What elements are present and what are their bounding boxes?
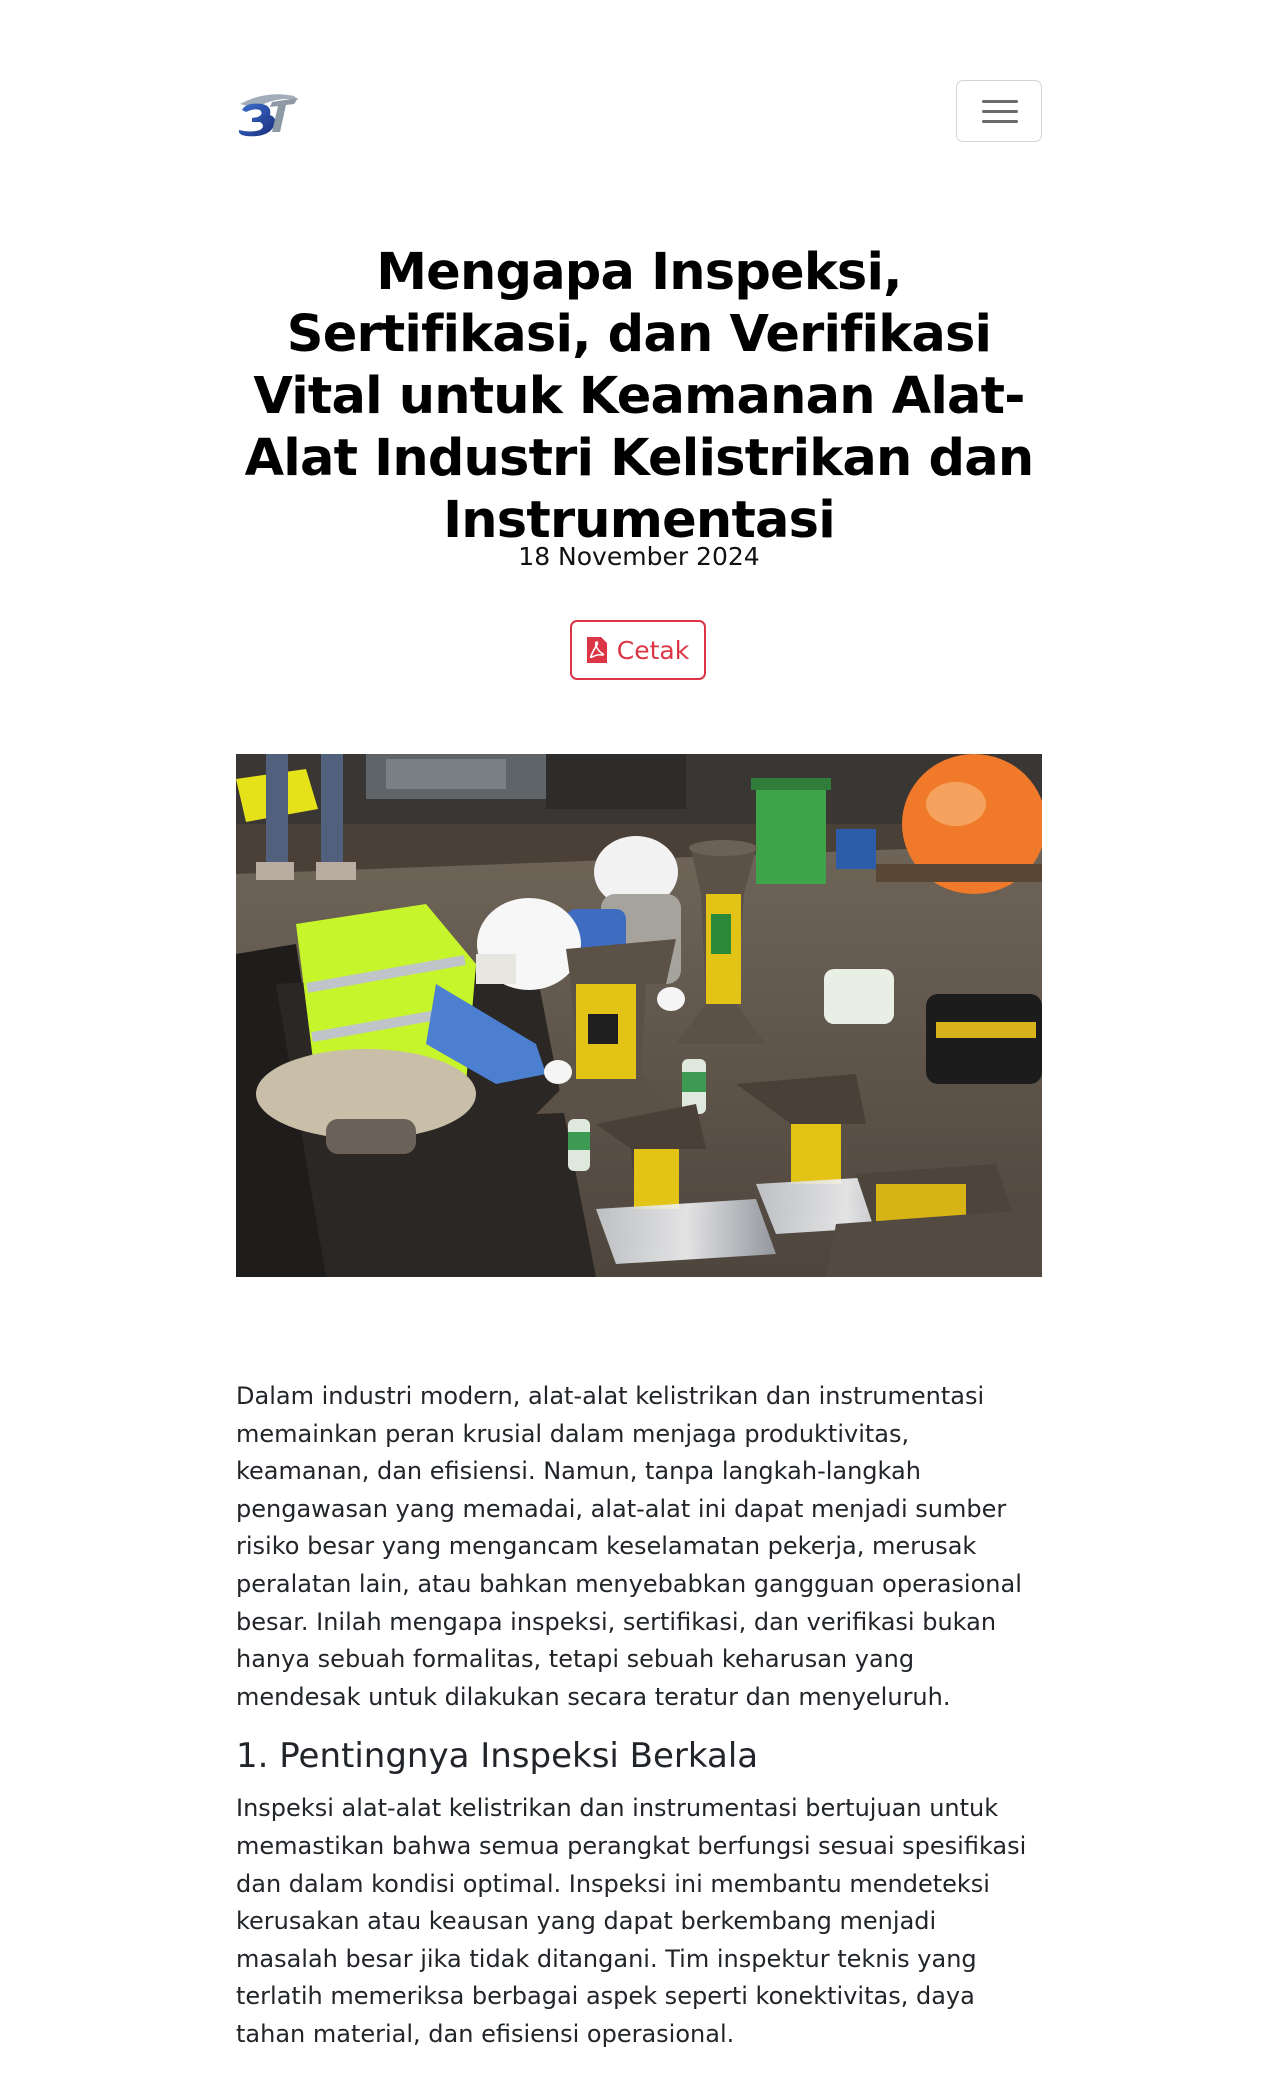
navbar-toggle-button[interactable] <box>956 80 1042 142</box>
pdf-icon <box>587 637 607 663</box>
section-heading: 1. Pentingnya Inspeksi Berkala <box>236 1736 759 1777</box>
bt-logo-icon <box>236 88 300 140</box>
article-intro: Dalam industri modern, alat-alat kelistrikan dan instrumentasi memainkan peran krusial dalam menjaga produktivitas, keamanan, dan efisiensi. Namun, tanpa langkah-langkah pengawasan yang memadai, alat-alat ini dapat menjadi sumber risiko besar yang mengancam keselamatan pekerja, merusak peralatan lain, atau bahkan menyebabkan gangguan operasional besar. Inilah mengapa inspeksi, sertifikasi, dan verifikasi bukan hanya sebuah formalitas, tetapi sebuah keharusan yang mendesak untuk dilakukan secara teratur dan menyeluruh. <box>236 1382 1022 1711</box>
print-button[interactable] <box>570 620 706 680</box>
bt-logo-text: BT <box>236 88 238 89</box>
photo-inspection-workers <box>236 754 1042 1277</box>
section-body: Inspeksi alat-alat kelistrikan dan instrumentasi bertujuan untuk memastikan bahwa semua perangkat berfungsi sesuai spesifikasi dan dalam kondisi optimal. Inspeksi ini membantu mendeteksi kerusakan atau keausan yang dapat berkembang menjadi masalah besar jika tidak ditangani. Tim inspektur teknis yang terlatih memeriksa berbagai aspek seperti konektivitas, daya tahan material, dan efisiensi operasional. <box>236 1794 1027 2048</box>
article-title: Mengapa Inspeksi, Sertifikasi, dan Verifikasi Vital untuk Keamanan Alat-Alat Industri Kelistrikan dan Instrumentasi <box>244 243 1034 550</box>
hero-image <box>236 754 1042 1277</box>
print-button-label: Cetak <box>616 635 690 665</box>
navbar <box>236 80 1042 146</box>
article-date: 18 November 2024 <box>518 542 760 571</box>
article-body <box>236 1378 1042 2054</box>
brand-logo[interactable] <box>236 88 300 140</box>
